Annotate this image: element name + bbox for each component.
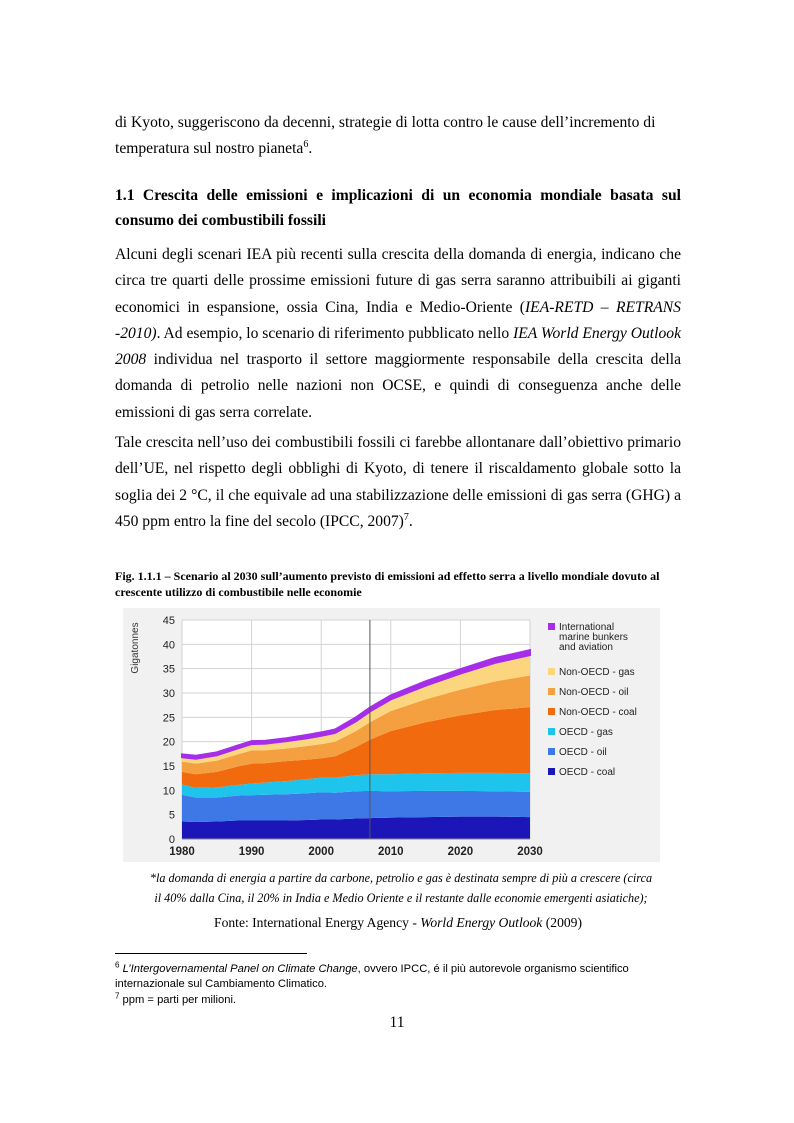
y-tick-label: 0 [168,834,175,846]
emissions-chart-svg [123,608,660,862]
legend-swatch [548,728,555,735]
source-prefix: Fonte: International Energy Agency - [214,915,421,930]
source-suffix: (2009) [542,915,582,930]
legend-label: and aviation [559,642,613,653]
y-tick-label: 30 [162,688,175,700]
legend-label: Non-OECD - oil [559,687,629,698]
y-tick-label: 25 [162,712,175,725]
x-tick-label: 2010 [378,846,404,858]
y-tick-label: 40 [162,639,175,652]
legend-label: Non-OECD - coal [559,707,637,718]
footnote-6-number: 6 [115,960,120,970]
x-tick-label: 2000 [308,846,334,858]
x-tick-label: 2020 [447,846,474,858]
legend-label: OECD - gas [559,727,613,738]
emissions-chart [123,608,660,862]
intro-line-2: temperatura sul nostro pianeta [115,140,304,158]
legend-swatch [548,768,555,775]
p1-italic-2: IEA World Energy Outlook 2008 [115,324,681,369]
x-tick-label: 1980 [169,846,195,858]
legend-label: OECD - coal [559,767,616,778]
source-title: World Energy Outlook [420,915,543,930]
y-tick-label: 45 [162,615,175,627]
paragraph-1 [115,242,681,426]
footnote-ref-7[interactable]: 7 [403,511,409,523]
p1-part-3: individua nel trasporto il settore maggiormente responsabile della crescita della domanda di petrolio nelle nazioni non OCSE, e quindi di conseguenza anche delle emissioni di gas serra correlate. [115,351,681,421]
p2-text: Tale crescita nell’uso dei combustibili fossili ci farebbe allontanare dall’obiettivo primario dell’UE, nel rispetto degli obblighi di Kyoto, di tenere il riscaldamento globale sotto la soglia dei 2 °C, il che equivale ad una stabilizzazione delle emissioni di gas serra (GHG) a 450 ppm entro la fine del secolo (IPCC, 2007) [115,434,681,530]
footnote-6 [115,962,685,992]
figure-note [111,870,691,910]
legend-label: Non-OECD - gas [559,667,635,678]
legend-label: OECD - oil [559,747,607,758]
footnote-6-text: , ovvero IPCC, é il più autorevole organismo scientifico internazionale sul Cambiamento Climatico. [115,963,629,990]
page-number: 11 [389,1014,405,1031]
legend-swatch [548,748,555,755]
note-line-2: il 40% dalla Cina, il 20% in India e Medio Oriente e il restante dalle economie emergenti asiatiche); [154,891,648,905]
intro-paragraph [115,110,681,163]
legend-label: marine bunkers [559,632,628,643]
legend-swatch [548,668,555,675]
note-line-1: *la domanda di energia a partire da carbone, petrolio e gas è destinata sempre di più a crescere (circa [149,871,653,885]
p1-part-2: . Ad esempio, lo scenario di riferimento pubblicato nello [156,324,514,342]
y-tick-label: 20 [162,736,175,749]
legend-swatch [548,688,555,695]
figure-caption: Fig. 1.1.1 – Scenario al 2030 sull’aumento previsto di emissioni ad effetto serra a livello mondiale dovuto al crescente utilizzo di combustibile nelle economie [115,569,660,599]
y-tick-label: 10 [162,785,175,798]
footnote-separator [115,953,307,954]
p1-part-1: Alcuni degli scenari IEA più recenti sulla crescita della domanda di energia, indicano che circa tre quarti delle prossime emissioni future di gas serra saranno attribuibili ai giganti economici in espansione, ossia Cina, India e Medio-Oriente ( [115,246,681,316]
p2-end: . [408,512,413,530]
section-heading: 1.1 Crescita delle emissioni e implicazioni di un economia mondiale basata sul consumo dei combustibili fossili [115,187,681,229]
figure-source [115,915,681,931]
legend-swatch [548,708,555,715]
footnote-6-italic: L’Intergovernamental Panel on Climate Change [122,963,358,975]
y-tick-label: 5 [168,809,175,822]
legend-swatch [548,623,555,630]
y-tick-label: 15 [162,761,175,773]
footnote-7-number: 7 [115,991,120,1001]
footnote-7-text: ppm = parti per milioni. [119,994,237,1006]
paragraph-2 [115,430,681,535]
legend-label: International [559,622,615,633]
footnote-ref-6[interactable]: 6 [303,139,309,151]
intro-line-1: di Kyoto, suggeriscono da decenni, strategie di lotta contro le cause dell’incremento di [115,114,656,131]
y-axis-label: Gigatonnes [130,622,141,674]
y-tick-label: 35 [162,663,175,676]
x-tick-label: 1990 [238,846,265,858]
p1-italic-1: IEA-RETD – RETRANS -2010) [115,298,681,342]
x-tick-label: 2030 [517,846,543,858]
footnote-7 [115,993,685,1008]
intro-end: . [308,140,313,158]
